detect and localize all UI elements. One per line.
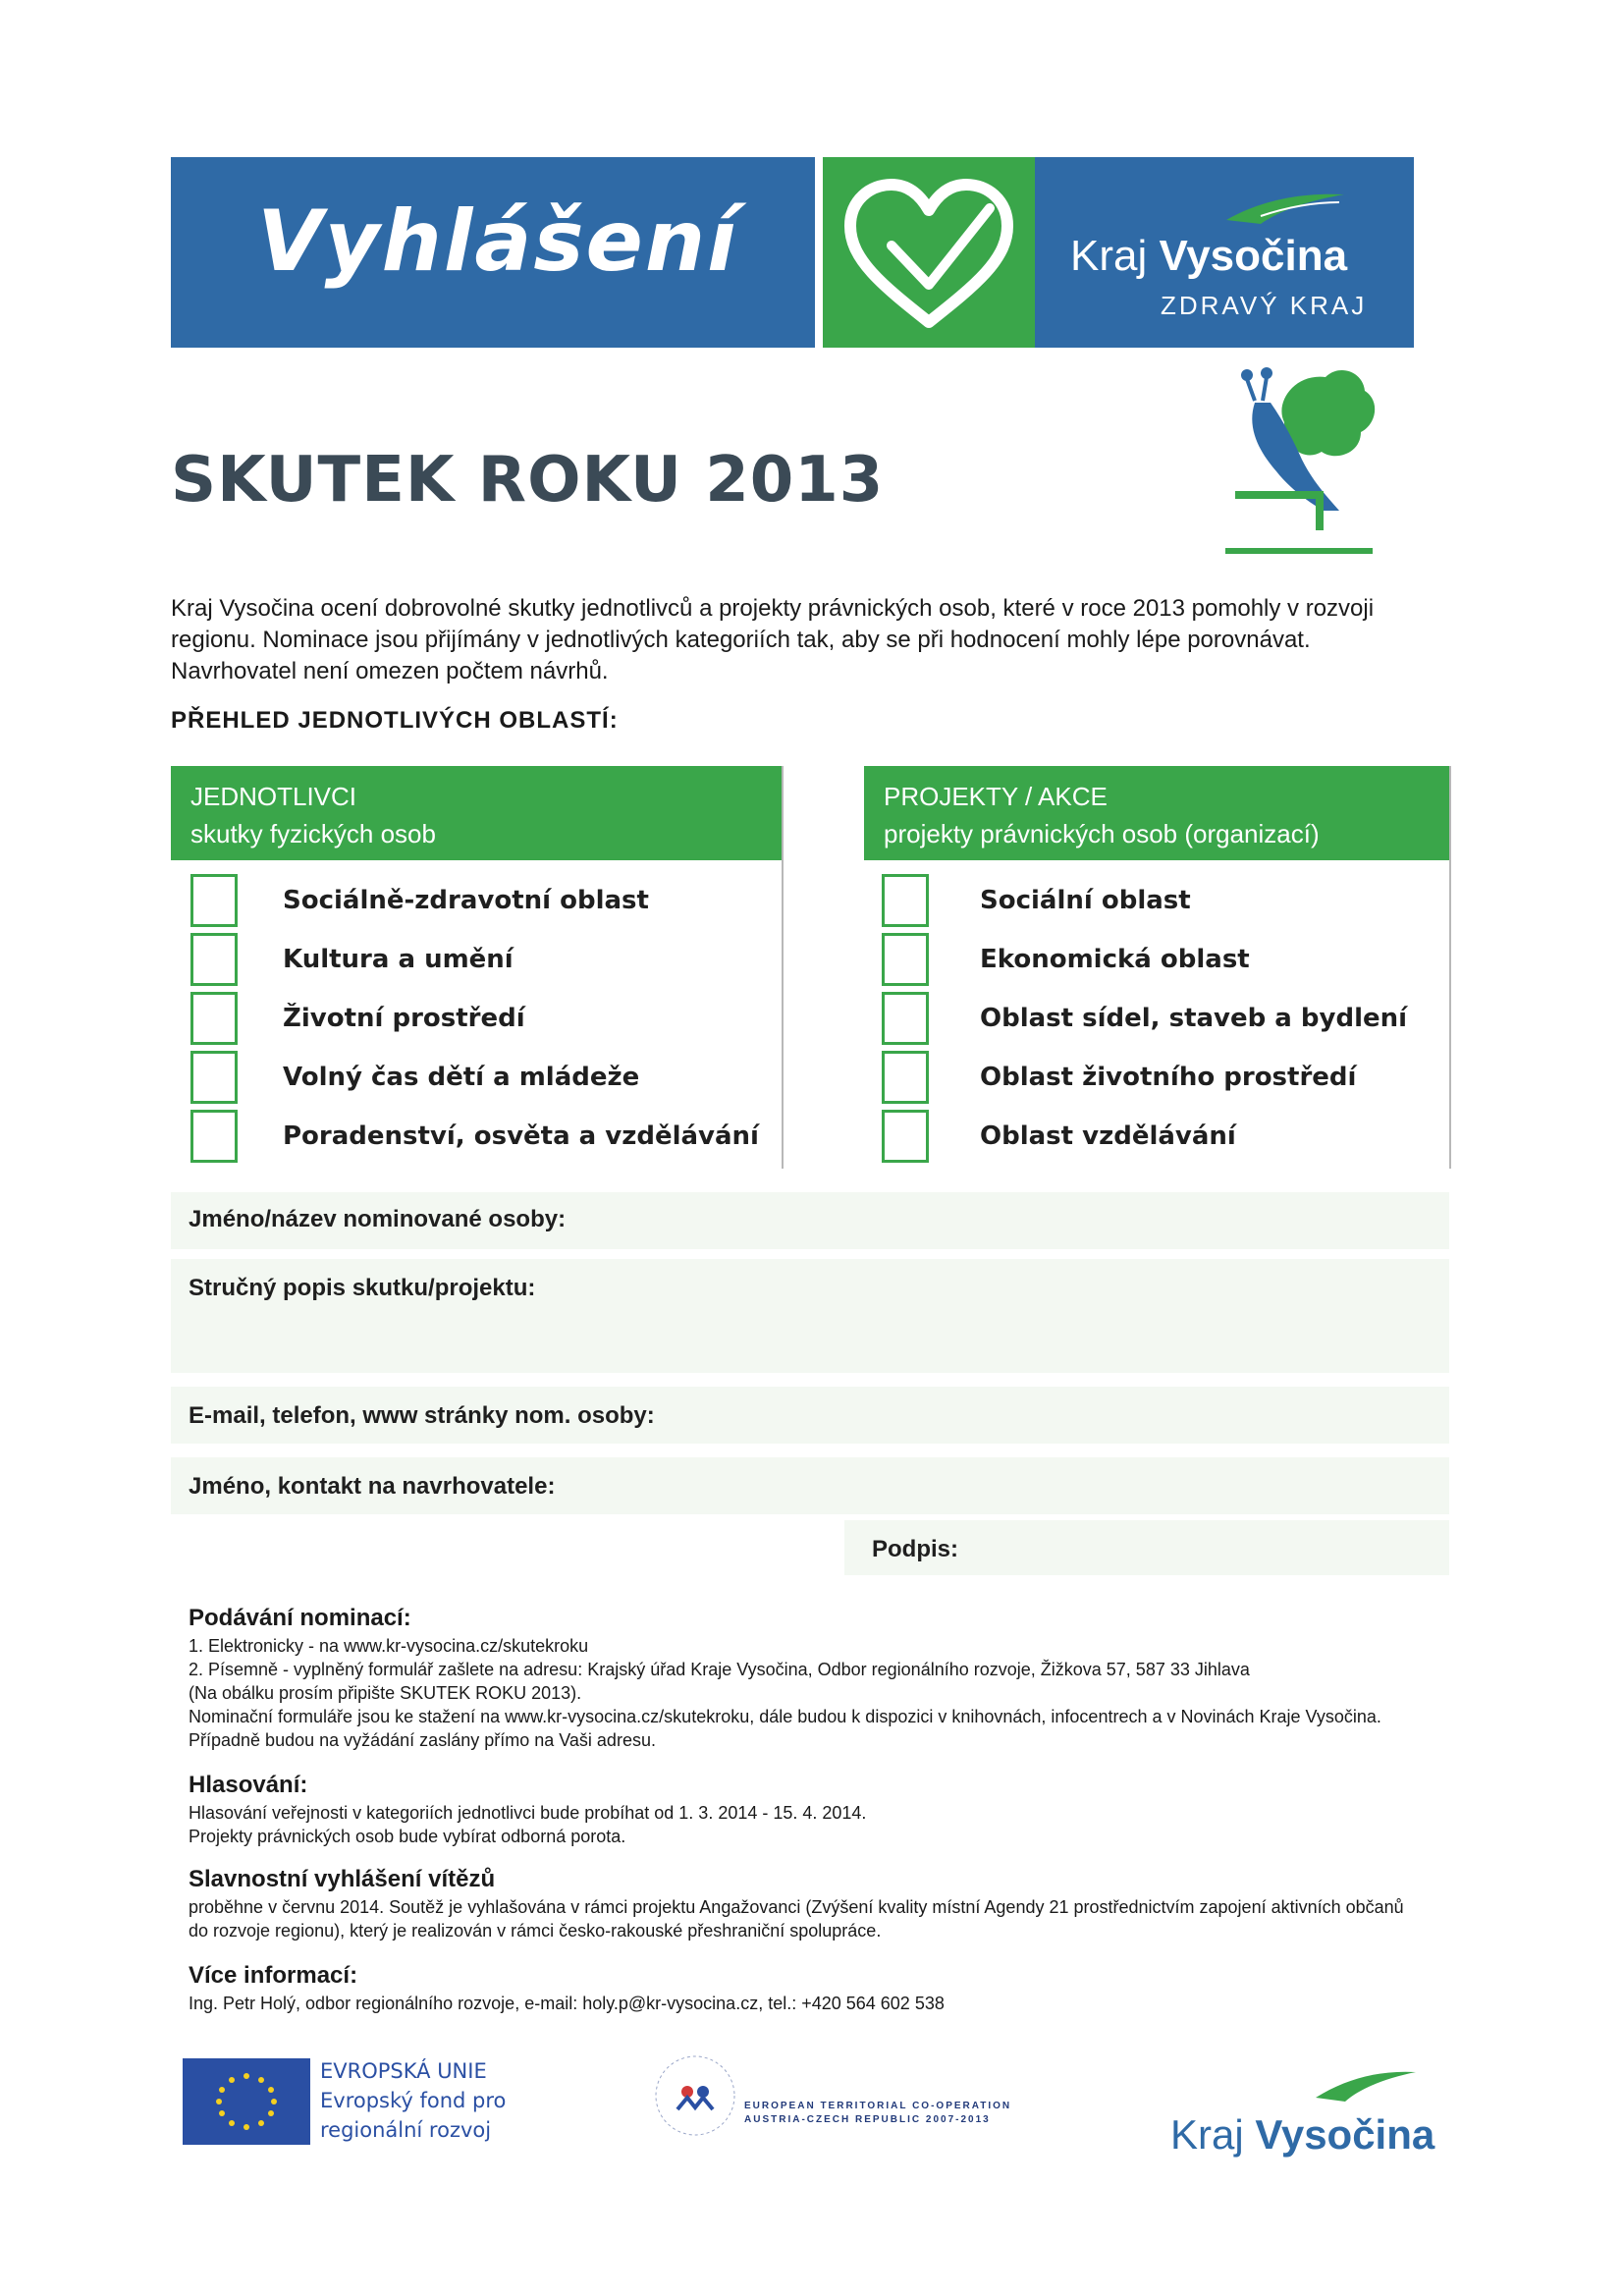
category-checkbox[interactable] xyxy=(882,1051,929,1104)
brand-name xyxy=(1070,232,1347,281)
category-option-label: Poradenství, osvěta a vzdělávání xyxy=(283,1121,759,1151)
banner-title: Vyhlášení xyxy=(257,192,738,291)
category-checkbox[interactable] xyxy=(882,874,929,927)
category-subtitle: projekty právnických osob (organizací) xyxy=(884,819,1320,848)
footer-swoosh-icon xyxy=(1312,2064,1420,2104)
contact-label: E-mail, telefon, www stránky nom. osoby: xyxy=(189,1402,655,1429)
footer-brand xyxy=(1170,2111,1434,2159)
more-info-text: Ing. Petr Holý, odbor regionálního rozvoje, e-mail: holy.p@kr-vysocina.cz, tel.: +420 564 602 538 xyxy=(189,1994,945,2013)
footer-kraj: Kraj xyxy=(1170,2111,1244,2158)
voting-heading: Hlasování: xyxy=(189,1772,308,1798)
snail-tree-logo-icon xyxy=(1216,363,1382,556)
category-option-label: Kultura a umění xyxy=(283,945,514,974)
page-title: SKUTEK ROKU 2013 xyxy=(171,444,885,517)
category-header xyxy=(171,766,782,860)
eu-fund-text xyxy=(320,2056,506,2145)
category-checkbox[interactable] xyxy=(190,1110,238,1163)
category-individuals xyxy=(171,766,784,1169)
etc-text xyxy=(744,2100,1011,2127)
brand-kraj: Kraj xyxy=(1070,232,1148,280)
category-checkbox[interactable] xyxy=(882,992,929,1045)
category-header xyxy=(864,766,1449,860)
proposer-label: Jméno, kontakt na navrhovatele: xyxy=(189,1473,556,1500)
category-option-label: Sociální oblast xyxy=(980,886,1191,915)
category-checkbox[interactable] xyxy=(190,1051,238,1104)
category-checkbox[interactable] xyxy=(190,933,238,986)
eu-line-2: Evropský fond pro xyxy=(320,2089,507,2112)
intro-text: Kraj Vysočina ocení dobrovolné skutky jednotlivců a projekty právnických osob, které v roce 2013 pomohly v rozvoji regionu. Nominace jsou přijímány v jednotlivých kategoriích tak, aby se při hodnocení mohly lépe porovnávat. Navrhovatel není omezen počtem návrhů. xyxy=(171,595,1375,684)
category-option-label: Oblast sídel, staveb a bydlení xyxy=(980,1004,1408,1033)
category-option-label: Ekonomická oblast xyxy=(980,945,1250,974)
category-option-label: Oblast vzdělávání xyxy=(980,1121,1236,1151)
overview-heading: PŘEHLED JEDNOTLIVÝCH OBLASTÍ: xyxy=(171,707,619,734)
eu-line-1: EVROPSKÁ UNIE xyxy=(320,2059,487,2083)
heart-icon xyxy=(823,157,1035,348)
submission-line-2: 2. Písemně - vyplněný formulář zašlete na adresu: Krajský úřad Kraje Vysočina, Odbor regionálního rozvoje, Žižkova 57, 587 33 Jihlava xyxy=(189,1660,1250,1679)
swoosh-icon xyxy=(1221,187,1349,226)
etc-line-1: EUROPEAN TERRITORIAL CO-OPERATION xyxy=(744,2101,1012,2111)
submission-line-1: 1. Elektronicky - na www.kr-vysocina.cz/skutekroku xyxy=(189,1636,589,1656)
eu-flag-icon xyxy=(183,2058,310,2145)
ceremony-text: proběhne v červnu 2014. Soutěž je vyhlašována v rámci projektu Angažovanci (Zvýšení kvality místní Agendy 21 prostřednictvím zapojení aktivních občanů do rozvoje regionu), který je realizován v rámci česko-rakouské přeshraniční spolupráce. xyxy=(189,1897,1404,1941)
category-option-label: Životní prostředí xyxy=(283,1004,525,1033)
brand-vysocina: Vysočina xyxy=(1159,232,1348,280)
category-checkbox[interactable] xyxy=(190,874,238,927)
category-option-label: Sociálně-zdravotní oblast xyxy=(283,886,649,915)
signature-label: Podpis: xyxy=(872,1536,958,1562)
category-checkbox[interactable] xyxy=(190,992,238,1045)
submission-heading: Podávání nominací: xyxy=(189,1605,411,1631)
category-title: PROJEKTY / AKCE xyxy=(884,782,1108,811)
cross-border-cooperation-logo-icon xyxy=(648,2049,742,2143)
description-label: Stručný popis skutku/projektu: xyxy=(189,1275,536,1301)
category-projects xyxy=(864,766,1451,1169)
category-title: JEDNOTLIVCI xyxy=(190,782,357,811)
footer-vysocina: Vysočina xyxy=(1255,2111,1435,2158)
category-checkbox[interactable] xyxy=(882,933,929,986)
more-info-heading: Více informací: xyxy=(189,1962,358,1989)
submission-line-3: (Na obálku prosím připište SKUTEK ROKU 2013). xyxy=(189,1683,582,1703)
voting-line-1: Hlasování veřejnosti v kategoriích jednotlivci bude probíhat od 1. 3. 2014 - 15. 4. 2014. xyxy=(189,1803,867,1823)
nominee-name-label: Jméno/název nominované osoby: xyxy=(189,1206,567,1232)
submission-line-4: Nominační formuláře jsou ke stažení na www.kr-vysocina.cz/skutekroku, dále budou k dispozici v knihovnách, infocentrech a v Novinách Kraje Vysočina. Případně budou na vyžádání zaslány přímo na Vaši adresu. xyxy=(189,1707,1381,1750)
voting-line-2: Projekty právnických osob bude vybírat odborná porota. xyxy=(189,1827,626,1846)
category-option-label: Volný čas dětí a mládeže xyxy=(283,1063,640,1092)
eu-line-3: regionální rozvoj xyxy=(320,2118,492,2142)
heart-logo-block xyxy=(823,157,1035,348)
ceremony-heading: Slavnostní vyhlášení vítězů xyxy=(189,1866,496,1892)
etc-line-2: AUSTRIA-CZECH REPUBLIC 2007-2013 xyxy=(744,2114,991,2125)
category-checkbox[interactable] xyxy=(882,1110,929,1163)
brand-subtitle: ZDRAVÝ KRAJ xyxy=(1161,291,1368,320)
category-subtitle: skutky fyzických osob xyxy=(190,819,436,848)
category-option-label: Oblast životního prostředí xyxy=(980,1063,1357,1092)
